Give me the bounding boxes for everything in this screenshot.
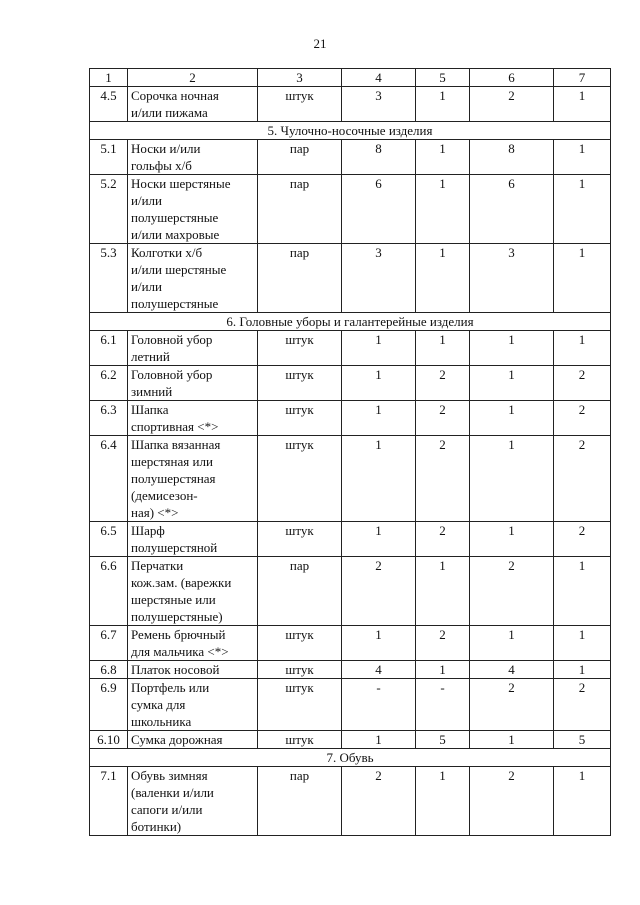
wear-years-alt-cell: 1 xyxy=(554,175,611,244)
unit-cell: пар xyxy=(258,140,342,175)
wear-years-cell: 2 xyxy=(416,401,470,436)
wear-years-cell: 5 xyxy=(416,731,470,749)
item-name-cell: Головной убор зимний xyxy=(128,366,258,401)
item-number-cell: 6.2 xyxy=(90,366,128,401)
item-name-cell: Ремень брючный для мальчика <*> xyxy=(128,626,258,661)
item-name-cell: Носки и/или гольфы х/б xyxy=(128,140,258,175)
item-name-cell: Носки шерстяные и/или полушерстяные и/или махровые xyxy=(128,175,258,244)
wear-years-cell: 1 xyxy=(416,140,470,175)
wear-years-cell: 1 xyxy=(416,175,470,244)
quantity-cell: 3 xyxy=(342,244,416,313)
quantity-alt-cell: 2 xyxy=(470,767,554,836)
section-row xyxy=(90,749,611,767)
item-name-cell: Головной убор летний xyxy=(128,331,258,366)
quantity-alt-cell: 1 xyxy=(470,436,554,522)
item-name-cell: Шарф полушерстяной xyxy=(128,522,258,557)
item-number-cell: 6.8 xyxy=(90,661,128,679)
quantity-alt-cell: 2 xyxy=(470,557,554,626)
wear-years-alt-cell: 1 xyxy=(554,557,611,626)
item-number-cell: 5.1 xyxy=(90,140,128,175)
section-row xyxy=(90,122,611,140)
header-cell: 7 xyxy=(554,69,611,87)
quantity-alt-cell: 1 xyxy=(470,731,554,749)
unit-cell: штук xyxy=(258,626,342,661)
clothing-norms-table xyxy=(89,68,611,836)
wear-years-cell: 1 xyxy=(416,557,470,626)
section-title: 6. Головные уборы и галантерейные изделия xyxy=(90,313,611,331)
item-name-cell: Обувь зимняя (валенки и/или сапоги и/или ботинки) xyxy=(128,767,258,836)
wear-years-cell: 1 xyxy=(416,87,470,122)
unit-cell: штук xyxy=(258,401,342,436)
quantity-cell: 1 xyxy=(342,401,416,436)
quantity-alt-cell: 1 xyxy=(470,366,554,401)
item-number-cell: 7.1 xyxy=(90,767,128,836)
item-name-cell: Сумка дорожная xyxy=(128,731,258,749)
table-row xyxy=(90,140,611,175)
quantity-cell: - xyxy=(342,679,416,731)
unit-cell: штук xyxy=(258,522,342,557)
item-number-cell: 6.3 xyxy=(90,401,128,436)
table-row xyxy=(90,679,611,731)
quantity-cell: 1 xyxy=(342,626,416,661)
table-row xyxy=(90,522,611,557)
header-cell: 4 xyxy=(342,69,416,87)
wear-years-cell: 2 xyxy=(416,522,470,557)
quantity-alt-cell: 2 xyxy=(470,679,554,731)
quantity-alt-cell: 1 xyxy=(470,522,554,557)
quantity-alt-cell: 3 xyxy=(470,244,554,313)
wear-years-alt-cell: 2 xyxy=(554,401,611,436)
header-cell: 6 xyxy=(470,69,554,87)
quantity-cell: 1 xyxy=(342,436,416,522)
item-number-cell: 6.4 xyxy=(90,436,128,522)
item-number-cell: 6.1 xyxy=(90,331,128,366)
unit-cell: штук xyxy=(258,436,342,522)
table-row xyxy=(90,767,611,836)
wear-years-cell: - xyxy=(416,679,470,731)
wear-years-cell: 2 xyxy=(416,366,470,401)
table-row xyxy=(90,175,611,244)
quantity-cell: 1 xyxy=(342,331,416,366)
item-number-cell: 6.7 xyxy=(90,626,128,661)
table-row xyxy=(90,661,611,679)
wear-years-alt-cell: 5 xyxy=(554,731,611,749)
section-title: 7. Обувь xyxy=(90,749,611,767)
wear-years-cell: 2 xyxy=(416,626,470,661)
wear-years-alt-cell: 1 xyxy=(554,140,611,175)
wear-years-alt-cell: 1 xyxy=(554,661,611,679)
quantity-alt-cell: 1 xyxy=(470,331,554,366)
quantity-alt-cell: 8 xyxy=(470,140,554,175)
wear-years-cell: 1 xyxy=(416,661,470,679)
header-cell: 5 xyxy=(416,69,470,87)
item-name-cell: Шапка вязанная шерстяная или полушерстяная (демисезон- ная) <*> xyxy=(128,436,258,522)
wear-years-alt-cell: 2 xyxy=(554,366,611,401)
quantity-alt-cell: 6 xyxy=(470,175,554,244)
wear-years-cell: 2 xyxy=(416,436,470,522)
table-row xyxy=(90,366,611,401)
item-number-cell: 6.6 xyxy=(90,557,128,626)
unit-cell: штук xyxy=(258,331,342,366)
header-cell: 2 xyxy=(128,69,258,87)
section-title: 5. Чулочно-носочные изделия xyxy=(90,122,611,140)
quantity-alt-cell: 2 xyxy=(470,87,554,122)
table-header-row xyxy=(90,69,611,87)
wear-years-alt-cell: 2 xyxy=(554,679,611,731)
table-row xyxy=(90,626,611,661)
item-name-cell: Колготки х/б и/или шерстяные и/или полушерстяные xyxy=(128,244,258,313)
quantity-cell: 1 xyxy=(342,731,416,749)
unit-cell: штук xyxy=(258,679,342,731)
quantity-cell: 4 xyxy=(342,661,416,679)
header-cell: 3 xyxy=(258,69,342,87)
table-row xyxy=(90,331,611,366)
item-name-cell: Платок носовой xyxy=(128,661,258,679)
quantity-cell: 2 xyxy=(342,767,416,836)
wear-years-cell: 1 xyxy=(416,244,470,313)
unit-cell: пар xyxy=(258,244,342,313)
table-row xyxy=(90,731,611,749)
wear-years-alt-cell: 2 xyxy=(554,436,611,522)
quantity-cell: 1 xyxy=(342,522,416,557)
wear-years-alt-cell: 1 xyxy=(554,626,611,661)
quantity-cell: 1 xyxy=(342,366,416,401)
unit-cell: пар xyxy=(258,767,342,836)
wear-years-alt-cell: 1 xyxy=(554,331,611,366)
item-number-cell: 4.5 xyxy=(90,87,128,122)
quantity-alt-cell: 4 xyxy=(470,661,554,679)
unit-cell: пар xyxy=(258,557,342,626)
table-row xyxy=(90,87,611,122)
item-name-cell: Сорочка ночная и/или пижама xyxy=(128,87,258,122)
item-name-cell: Шапка спортивная <*> xyxy=(128,401,258,436)
item-number-cell: 6.5 xyxy=(90,522,128,557)
quantity-cell: 3 xyxy=(342,87,416,122)
table-row xyxy=(90,436,611,522)
wear-years-alt-cell: 1 xyxy=(554,244,611,313)
quantity-cell: 6 xyxy=(342,175,416,244)
item-name-cell: Портфель или сумка для школьника xyxy=(128,679,258,731)
table-body xyxy=(90,69,611,836)
section-row xyxy=(90,313,611,331)
unit-cell: штук xyxy=(258,731,342,749)
quantity-cell: 8 xyxy=(342,140,416,175)
table-row xyxy=(90,244,611,313)
wear-years-alt-cell: 1 xyxy=(554,767,611,836)
page-number: 21 xyxy=(313,36,327,51)
quantity-alt-cell: 1 xyxy=(470,401,554,436)
table-row xyxy=(90,557,611,626)
item-number-cell: 6.10 xyxy=(90,731,128,749)
item-name-cell: Перчатки кож.зам. (варежки шерстяные или полушерстяные) xyxy=(128,557,258,626)
unit-cell: штук xyxy=(258,366,342,401)
unit-cell: штук xyxy=(258,661,342,679)
item-number-cell: 5.2 xyxy=(90,175,128,244)
quantity-cell: 2 xyxy=(342,557,416,626)
unit-cell: пар xyxy=(258,175,342,244)
item-number-cell: 6.9 xyxy=(90,679,128,731)
quantity-alt-cell: 1 xyxy=(470,626,554,661)
table-row xyxy=(90,401,611,436)
wear-years-cell: 1 xyxy=(416,331,470,366)
wear-years-cell: 1 xyxy=(416,767,470,836)
wear-years-alt-cell: 2 xyxy=(554,522,611,557)
header-cell: 1 xyxy=(90,69,128,87)
wear-years-alt-cell: 1 xyxy=(554,87,611,122)
unit-cell: штук xyxy=(258,87,342,122)
item-number-cell: 5.3 xyxy=(90,244,128,313)
